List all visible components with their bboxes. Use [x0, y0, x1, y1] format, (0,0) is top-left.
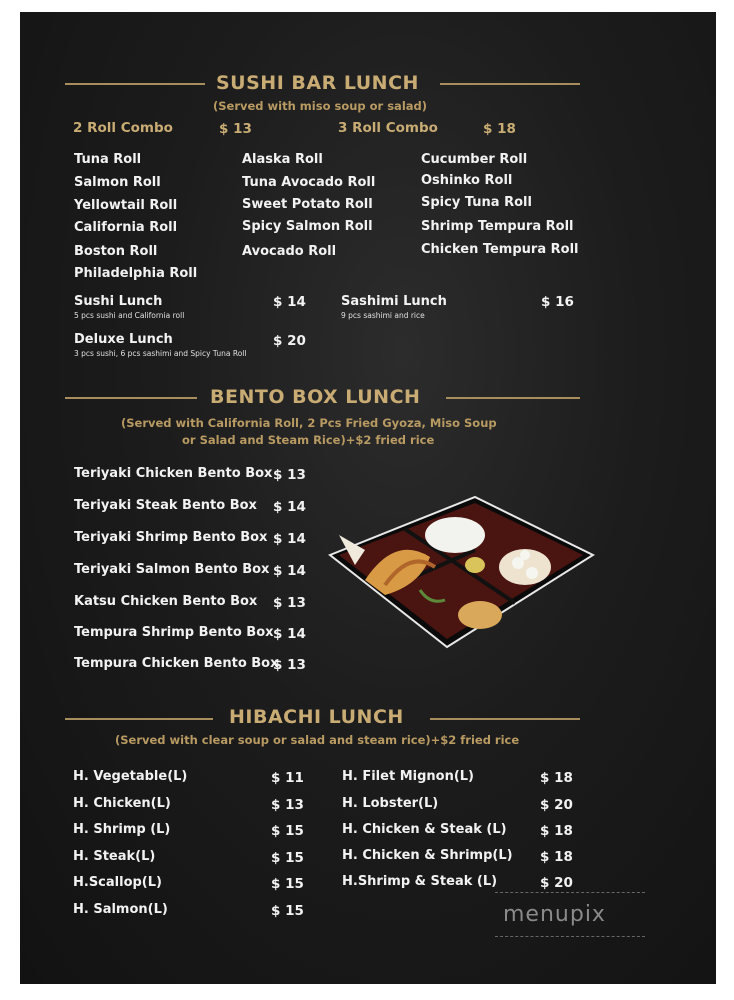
hibachi-item-price: $ 15 [271, 823, 304, 839]
hibachi-item-price: $ 18 [540, 770, 573, 786]
deluxe-lunch-price: $ 20 [273, 333, 306, 349]
hibachi-item-price: $ 18 [540, 849, 573, 865]
bento-item-price: $ 13 [273, 595, 306, 611]
hibachi-item-name: H.Shrimp & Steak (L) [342, 874, 498, 889]
roll-item: Yellowtail Roll [74, 198, 178, 213]
title-rule-right [446, 397, 580, 399]
combo3-label: 3 Roll Combo [338, 120, 438, 136]
roll-item: Boston Roll [74, 244, 158, 259]
roll-item: Spicy Salmon Roll [242, 219, 373, 234]
roll-item: Avocado Roll [242, 244, 337, 259]
roll-item: Philadelphia Roll [74, 266, 198, 281]
hibachi-item-price: $ 20 [540, 797, 573, 813]
bento-item-name: Katsu Chicken Bento Box [74, 594, 258, 609]
bento-item-name: Teriyaki Shrimp Bento Box [74, 530, 268, 545]
watermark-text: menupix [503, 902, 606, 927]
watermark [495, 890, 645, 940]
roll-item: Cucumber Roll [421, 152, 528, 167]
sashimi-lunch-name: Sashimi Lunch [341, 294, 447, 309]
title-rule-left [65, 718, 213, 720]
sushi-lunch-note: 5 pcs sushi and California roll [74, 311, 185, 320]
bento-item-name: Tempura Chicken Bento Box [74, 656, 279, 671]
bento-subtitle-line1: (Served with California Roll, 2 Pcs Fried Gyoza, Miso Soup [121, 416, 497, 430]
sushi-lunch-name: Sushi Lunch [74, 294, 163, 309]
hibachi-item-price: $ 20 [540, 875, 573, 891]
roll-item: Oshinko Roll [421, 173, 513, 188]
sushi-subtitle: (Served with miso soup or salad) [213, 99, 428, 113]
roll-item: Sweet Potato Roll [242, 197, 373, 212]
roll-item: Tuna Roll [74, 152, 142, 167]
bento-item-name: Teriyaki Steak Bento Box [74, 498, 257, 513]
bento-subtitle-line2: or Salad and Steam Rice)+$2 fried rice [182, 433, 435, 447]
bento-item-price: $ 14 [273, 626, 306, 642]
deluxe-lunch-name: Deluxe Lunch [74, 332, 173, 347]
roll-item: Alaska Roll [242, 152, 323, 167]
hibachi-item-name: H. Lobster(L) [342, 796, 439, 811]
hibachi-item-price: $ 11 [271, 770, 304, 786]
title-rule-right [440, 83, 580, 85]
hibachi-item-name: H. Shrimp (L) [73, 822, 171, 837]
deluxe-lunch-note: 3 pcs sushi, 6 pcs sashimi and Spicy Tuna Roll [74, 349, 247, 358]
roll-item: Tuna Avocado Roll [242, 175, 376, 190]
sushi-lunch-price: $ 14 [273, 294, 306, 310]
combo2-price: $ 13 [219, 121, 252, 137]
hibachi-item-name: H. Chicken(L) [73, 796, 171, 811]
roll-item: Spicy Tuna Roll [421, 195, 532, 210]
title-rule-left [65, 83, 205, 85]
hibachi-item-price: $ 13 [271, 797, 304, 813]
hibachi-item-price: $ 15 [271, 850, 304, 866]
bento-item-name: Teriyaki Chicken Bento Box [74, 466, 273, 481]
hibachi-item-name: H. Chicken & Shrimp(L) [342, 848, 513, 863]
combo3-price: $ 18 [483, 121, 516, 137]
hibachi-item-price: $ 15 [271, 903, 304, 919]
bento-item-price: $ 14 [273, 499, 306, 515]
hibachi-item-name: H.Scallop(L) [73, 875, 162, 890]
roll-item: Chicken Tempura Roll [421, 242, 579, 257]
bento-section-title: BENTO BOX LUNCH [210, 386, 421, 408]
bento-item-price: $ 14 [273, 563, 306, 579]
sushi-section-title: SUSHI BAR LUNCH [216, 72, 419, 94]
hibachi-item-name: H. Vegetable(L) [73, 769, 188, 784]
hibachi-item-name: H. Steak(L) [73, 849, 156, 864]
title-rule-left [65, 397, 197, 399]
hibachi-item-name: H. Salmon(L) [73, 902, 168, 917]
bento-item-name: Tempura Shrimp Bento Box [74, 625, 274, 640]
hibachi-subtitle: (Served with clear soup or salad and steam rice)+$2 fried rice [115, 733, 520, 747]
bento-item-name: Teriyaki Salmon Bento Box [74, 562, 270, 577]
hibachi-item-price: $ 18 [540, 823, 573, 839]
title-rule-right [430, 718, 580, 720]
combo2-label: 2 Roll Combo [73, 120, 173, 136]
sashimi-lunch-price: $ 16 [541, 294, 574, 310]
hibachi-section-title: HIBACHI LUNCH [229, 706, 404, 728]
bento-item-price: $ 13 [273, 467, 306, 483]
bento-item-price: $ 13 [273, 657, 306, 673]
hibachi-item-name: H. Filet Mignon(L) [342, 769, 474, 784]
roll-item: Shrimp Tempura Roll [421, 219, 574, 234]
hibachi-item-name: H. Chicken & Steak (L) [342, 822, 507, 837]
sashimi-lunch-note: 9 pcs sashimi and rice [341, 311, 425, 320]
bento-box-photo [325, 495, 595, 650]
bento-item-price: $ 14 [273, 531, 306, 547]
roll-item: California Roll [74, 220, 178, 235]
roll-item: Salmon Roll [74, 175, 161, 190]
hibachi-item-price: $ 15 [271, 876, 304, 892]
